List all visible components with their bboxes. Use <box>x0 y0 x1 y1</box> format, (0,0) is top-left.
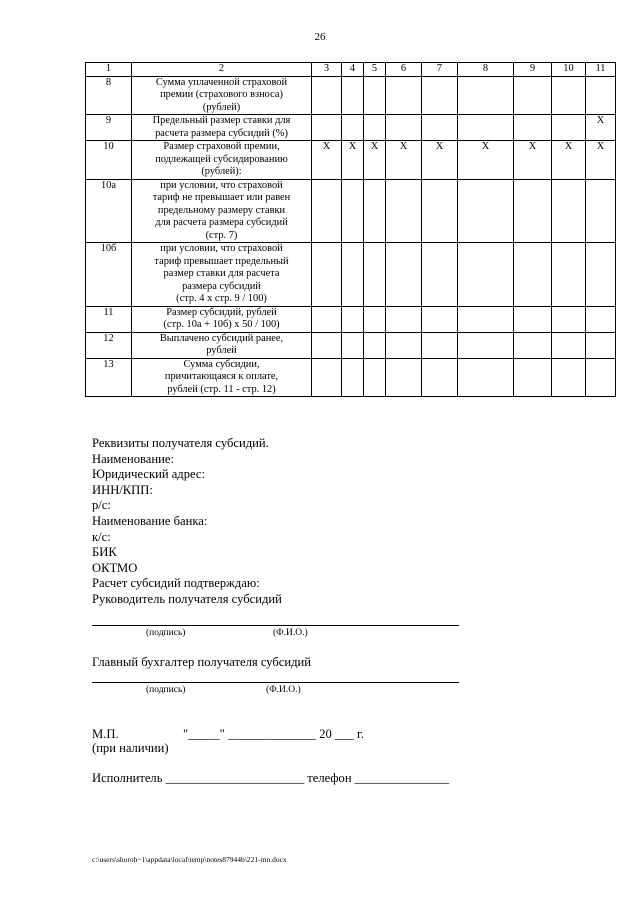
row-label-line: Сумма субсидии, <box>183 358 260 370</box>
subsidy-calculation-table <box>85 62 616 397</box>
row-label-line: размера субсидий <box>182 280 261 292</box>
row-label-line: премии (страхового взноса) <box>160 89 283 100</box>
value-cell <box>364 358 386 397</box>
row-label-line: при условии, что страховой <box>160 243 283 254</box>
value-cell: X <box>342 141 364 180</box>
accountant-name-caption: (Ф.И.О.) <box>266 685 301 695</box>
value-cell: X <box>312 141 342 180</box>
value-cell <box>342 332 364 358</box>
row-label-line: рублей (стр. 11 - стр. 12) <box>167 383 276 395</box>
header-cell: 5 <box>364 63 386 77</box>
value-cell <box>422 76 458 115</box>
stamp-label: М.П. <box>92 727 119 741</box>
requisite-line: Наименование банка: <box>92 513 208 528</box>
value-cell <box>342 358 364 397</box>
value-cell <box>586 306 616 332</box>
value-cell <box>312 76 342 115</box>
value-cell <box>364 306 386 332</box>
value-cell: X <box>586 115 616 141</box>
accountant-title: Главный бухгалтер получателя субсидий <box>92 655 311 669</box>
value-cell <box>458 332 514 358</box>
requisite-line: р/с: <box>92 498 111 513</box>
value-cell <box>342 179 364 243</box>
value-cell <box>586 358 616 397</box>
row-label <box>132 243 312 307</box>
value-cell <box>458 358 514 397</box>
row-number: 8 <box>86 76 132 115</box>
value-cell <box>312 306 342 332</box>
row-label-line: (стр. 7) <box>205 229 238 241</box>
row-number: 11 <box>86 306 132 332</box>
value-cell <box>552 243 586 307</box>
row-label-line: предельному размеру ставки <box>157 204 286 216</box>
requisite-line: Реквизиты получателя субсидий. <box>92 436 269 450</box>
value-cell <box>422 179 458 243</box>
value-cell <box>552 76 586 115</box>
recipient-requisites <box>92 436 282 608</box>
head-name-caption: (Ф.И.О.) <box>273 628 308 638</box>
value-cell <box>312 115 342 141</box>
value-cell: X <box>552 141 586 180</box>
table-row <box>86 358 616 397</box>
row-label-line: тариф превышает предельный <box>154 255 289 267</box>
row-number: 10б <box>86 243 132 307</box>
row-label-line: (рублей): <box>201 166 242 177</box>
table-row <box>86 306 616 332</box>
value-cell: X <box>386 141 422 180</box>
value-cell <box>364 115 386 141</box>
accountant-sign-caption: (подпись) <box>146 685 186 695</box>
value-cell <box>386 76 422 115</box>
value-cell <box>312 179 342 243</box>
table-row <box>86 179 616 243</box>
value-cell <box>552 115 586 141</box>
value-cell <box>458 243 514 307</box>
header-cell: 6 <box>386 63 422 77</box>
value-cell <box>586 179 616 243</box>
row-label-line: подлежащей субсидированию <box>155 153 288 165</box>
header-cell: 10 <box>552 63 586 77</box>
value-cell <box>312 332 342 358</box>
row-label-line: размер ставки для расчета <box>163 268 280 279</box>
requisite-line: ИНН/КПП: <box>92 482 153 497</box>
table-row <box>86 115 616 141</box>
row-label-line: (стр. 10а + 10б) x 50 / 100) <box>163 319 280 330</box>
row-label-line: для расчета размера субсидий <box>155 217 288 228</box>
value-cell: X <box>458 141 514 180</box>
header-cell: 3 <box>312 63 342 77</box>
row-label <box>132 76 312 115</box>
row-label <box>132 141 312 180</box>
value-cell <box>552 332 586 358</box>
page-number: 26 <box>314 31 326 43</box>
stamp-note: (при наличии) <box>92 741 169 755</box>
value-cell <box>386 115 422 141</box>
row-number: 13 <box>86 358 132 397</box>
row-label-line: причитающаяся к оплате, <box>164 371 279 382</box>
row-number: 10а <box>86 179 132 243</box>
row-label-line: тариф не превышает или равен <box>152 192 291 203</box>
value-cell <box>386 358 422 397</box>
requisite-line: к/с: <box>92 529 111 544</box>
value-cell <box>514 332 552 358</box>
requisite-line: Руководитель получателя субсидий <box>92 591 282 606</box>
value-cell <box>458 179 514 243</box>
value-cell <box>386 179 422 243</box>
value-cell <box>342 306 364 332</box>
value-cell <box>514 179 552 243</box>
value-cell <box>586 332 616 358</box>
value-cell <box>458 115 514 141</box>
value-cell: X <box>422 141 458 180</box>
header-cell: 11 <box>586 63 616 77</box>
value-cell: X <box>514 141 552 180</box>
executor-line: Исполнитель ______________________ телефон _______________ <box>92 771 450 785</box>
row-label-line: Выплачено субсидий ранее, <box>159 332 284 344</box>
value-cell: X <box>364 141 386 180</box>
value-cell <box>342 243 364 307</box>
value-cell <box>386 243 422 307</box>
row-number: 9 <box>86 115 132 141</box>
value-cell <box>422 306 458 332</box>
row-label-line: при условии, что страховой <box>160 179 283 191</box>
row-label-line: (рублей) <box>202 101 241 113</box>
value-cell <box>422 243 458 307</box>
requisite-line: БИК <box>92 545 117 560</box>
value-cell <box>386 332 422 358</box>
value-cell <box>422 115 458 141</box>
value-cell <box>342 115 364 141</box>
value-cell <box>552 179 586 243</box>
value-cell <box>514 76 552 115</box>
header-cell: 8 <box>458 63 514 77</box>
requisite-line: Наименование: <box>92 451 174 466</box>
row-number: 12 <box>86 332 132 358</box>
table-header-row <box>86 63 616 77</box>
date-field: "_____" ______________ 20 ___ г. <box>183 727 364 741</box>
header-cell: 4 <box>342 63 364 77</box>
row-label-line: (стр. 4 x стр. 9 / 100) <box>176 293 267 304</box>
accountant-signature-line <box>92 682 459 683</box>
header-cell: 1 <box>86 63 132 77</box>
value-cell <box>364 76 386 115</box>
file-path-footer: c:\users\shoroh~1\appdata\local\temp\notes87944b\221-mn.docx <box>92 855 287 864</box>
value-cell <box>364 332 386 358</box>
row-label <box>132 179 312 243</box>
value-cell <box>514 306 552 332</box>
value-cell <box>514 358 552 397</box>
value-cell <box>458 306 514 332</box>
table-row <box>86 76 616 115</box>
value-cell <box>552 358 586 397</box>
value-cell <box>422 358 458 397</box>
requisite-line: ОКТМО <box>92 560 138 575</box>
value-cell <box>364 179 386 243</box>
table-row <box>86 332 616 358</box>
value-cell <box>586 76 616 115</box>
row-label-line: расчета размера субсидий (%) <box>155 127 288 139</box>
requisite-line: Юридический адрес: <box>92 467 205 482</box>
row-label <box>132 115 312 141</box>
row-number: 10 <box>86 141 132 180</box>
value-cell <box>312 243 342 307</box>
header-cell: 2 <box>132 63 312 77</box>
row-label-line: Размер страховой премии, <box>163 141 280 152</box>
value-cell <box>422 332 458 358</box>
table-row <box>86 243 616 307</box>
value-cell <box>312 358 342 397</box>
value-cell <box>458 76 514 115</box>
value-cell <box>552 306 586 332</box>
header-cell: 9 <box>514 63 552 77</box>
value-cell <box>386 306 422 332</box>
value-cell <box>514 243 552 307</box>
header-cell: 7 <box>422 63 458 77</box>
row-label-line: Размер субсидий, рублей <box>166 306 277 318</box>
value-cell <box>364 243 386 307</box>
row-label <box>132 332 312 358</box>
row-label-line: рублей <box>206 345 237 356</box>
value-cell <box>342 76 364 115</box>
value-cell: X <box>586 141 616 180</box>
requisite-line: Расчет субсидий подтверждаю: <box>92 576 260 591</box>
row-label <box>132 358 312 397</box>
value-cell <box>514 115 552 141</box>
row-label-line: Сумма уплаченной страховой <box>155 76 288 88</box>
table-row <box>86 141 616 180</box>
value-cell <box>586 243 616 307</box>
head-signature-line <box>92 625 459 626</box>
head-sign-caption: (подпись) <box>146 628 186 638</box>
row-label-line: Предельный размер ставки для <box>152 115 291 126</box>
row-label <box>132 306 312 332</box>
